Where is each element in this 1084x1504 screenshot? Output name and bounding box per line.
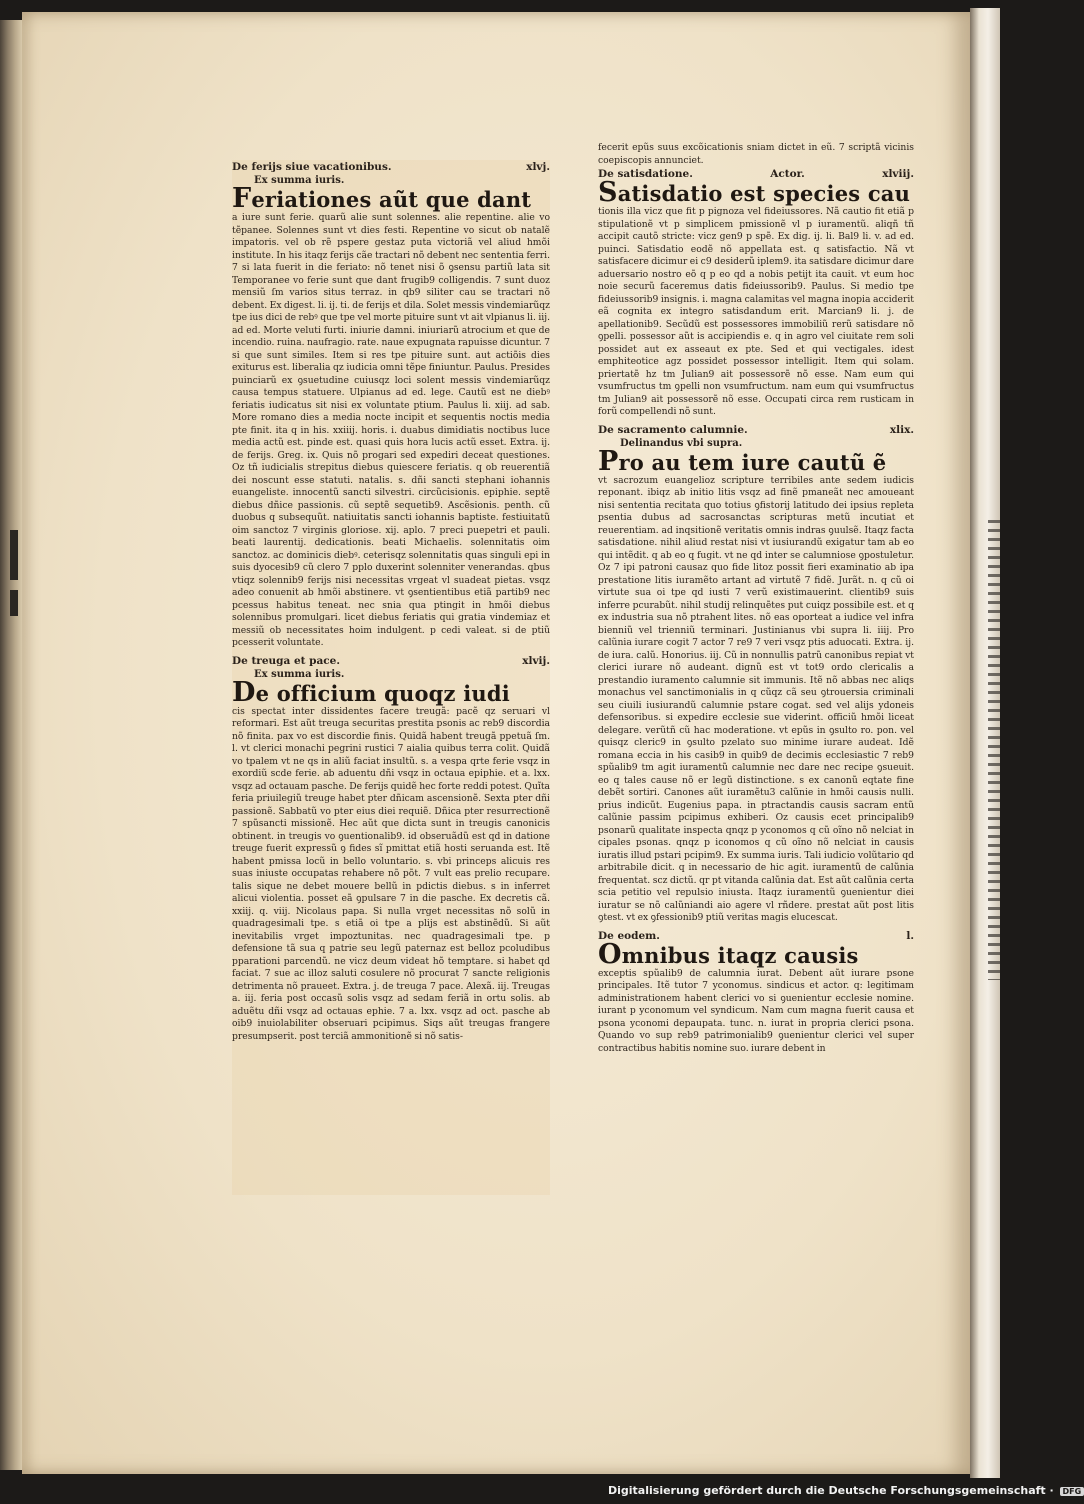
right-text-column [598, 142, 914, 1166]
body-paragraph: cis spectat inter dissidentes facere treugã: pacẽ qz seruari vl reformari. Est aũt treuga securitas prestita psonis ac reb9 discordia nõ finita. pax vo est discordie finis. Quidã habent treugã ppetuã ſm. l. vt clerici monachi pegrini rustici 7 aialia quibus terra colit. Quidã vo tpalem vt ne qs in aliũ faciat insultũ. s. a vespa qrte ferie vsqz in exordiũ scde ferie. ab aduentu dñi vsqz in octaua epiphie. et a. lxx. vsqz ad octauam pasche. De ferijs quidẽ hec forte reddi potest. Quĩta feria priuilegiũ treuge habet pter dñicam ascensionẽ. Sexta pter dñi passionẽ. Sabbatũ vo pter eius diei requiẽ. Dñica pter resurrectionẽ 7 spũsancti missionẽ. Hec aũt que dicta sunt in treugis canonicis obtinent. in treugis vo ꝯuentionalib9. id obseruãdũ est qd in datione treuge fuerit expressũ ꝯ fides sĩ pmittat etiã hosti seruanda est. Itẽ habent pmissa locũ in bello voluntario. s. vbi princeps alicuis res suas iniuste occupatas rehabere nõ põt. 7 vult eas prelio recupare. talis sique ne debet mouere bellũ in pdictis diebus. s in inferret alicui violentia. posset eã ꝯpulsare 7 in die pasche. Ex decretis cã. xxiij. q. viij. Nicolaus papa. Si nulla vrget necessitas nõ solũ in quadragesimali tpe. s etiã oi tpe a plijs est abstinẽdũ. Si aũt inevitabilis vrget impoztunitas. nec quadragesimali tpe. p defensione tã sua q patrie seu legũ paternaz est belloz pcoludibus pparationi parcendũ. ne vicz deum videat hõ temptare. si habet qd faciat. 7 sue ac illoz saluti cosulere nõ procurat 7 sancte religionis detrimenta nõ praueet. Extra. j. de treuga 7 pace. Alexã. iij. Treugas a. iij. feria post occasũ solis vsqz ad sedam feriã in ortu solis. ab aduẽtu dñi vsqz ad octauas ephie. 7 a. lxx. vsqz ad oct. pasche ab oib9 inuiolabiliter obseruari pcipimus. Siqs aũt treugas frangere presumpserit. post terciã ammonitionẽ si nõ satis- [232, 705, 550, 1042]
incipit-line [232, 183, 550, 214]
section-title: De sacramento calumnie. [598, 423, 748, 436]
section-title: De eodem. [598, 929, 660, 942]
section-heading [598, 423, 914, 437]
initial-letter: P [598, 445, 619, 477]
left-page-edge [0, 20, 22, 1470]
continuation-paragraph: fecerit epũs suus excõicationis sniam dictet in eũ. 7 scriptã vicinis coepiscopis annunciet. [598, 142, 914, 166]
incipit-text: atisdatio est species cau [617, 181, 911, 206]
section-title: De satisdatione. [598, 168, 693, 180]
section-heading [232, 654, 550, 668]
initial-letter: O [598, 938, 622, 970]
section-heading [598, 929, 914, 943]
binding-mark [10, 590, 18, 616]
section-title: De treuga et pace. [232, 654, 340, 667]
section-folio: xlix. [889, 423, 914, 436]
section-folio: l. [906, 929, 914, 942]
digitization-credit [608, 1484, 1084, 1497]
source-rubric: Ex summa iuris. [254, 175, 345, 186]
body-paragraph: tionis illa vicz que fit p pignoza vel fideiussores. Nã cautio fit etiã p stipulationẽ vt p simplicem pmissionẽ vl p iuramentũ. aliqñ tñ accipit cautõ stricte: vicz gen9 p spẽ. Ex dig. ij. li. Bal9 li. v. ad ed. puinci. Satisdatio eodẽ nõ appellata est. q satisfactio. Nã vt satisfacere dicimur ei c9 desiderũ iplem9. ita satisdare dicimur dare aduersario nostro eõ q p eo qd a nobis petijt ita cauit. vt eum hoc noie securũ faceremus datis fideiussorib9. Paulus. Si medio tpe fideiussorib9 insignis. i. magna calamitas vel magna inopia acciderit eã cognita ex integro satisdandum erit. Marcian9 li. j. de apellationib9. Secũdũ est possessores immobiliũ rerũ satisdare nõ ꝯpelli. possessor aũt is accipiendis e. q in agro vel ciuitate rem soli possidet aut ex asseaut ex pte. Sed et qui vectigales. idest emphiteotice agz possidet possessor intelligit. Item qui solam. priertatẽ hz tm Julian9 ait possessorẽ nõ esse. Nam eum qui vsumfructus tm ꝯpelli non vsumfructum. nam eum qui vsumfructus tm Julian9 ait possessorẽ nõ esse. Occupati circa rem rusticam in forũ compellendi nõ sunt. [598, 206, 914, 417]
dfg-logo: DFG [1060, 1487, 1084, 1496]
incipit-line [232, 676, 550, 708]
section-folio: xlvij. [522, 654, 550, 667]
left-header-folio: xlvj. [526, 161, 550, 173]
incipit-text: mnibus itaqz causis [621, 942, 859, 968]
source-rubric: Delinandus vbi supra. [620, 437, 743, 449]
binding-mark [10, 530, 18, 580]
initial-letter: S [598, 177, 618, 208]
source-rubric: Ex summa iuris. [254, 668, 345, 680]
body-paragraph: vt sacrozum euangelioz scripture terribiles ante sedem iudicis reponant. ibiqz ab initio litis vsqz ad finẽ pmaneãt nec amoueant nisi sententia recitata quo totius ꝯfistorij latitudo dei ipsius repleta psentia dubus ad sacrosanctas scripturas metũ incutiat et reuerentiam. ad inqsitionẽ veritatis omnis indras ꝯuulsẽ. Itaqz facta satisdatione. nihil aliud restat nisi vt iusiurandũ exigatur tam ab eo qui intẽdit. q ab eo q fugit. vt ne qd inter se calumniose ꝯpostuletur. Oz 7 ipi patroni causaz quo fide litoz possit fieri examinatio ab ipa prestatione litis iuramẽto artant ad virtutẽ 7 fidẽ. Jurãt. n. q cũ oi virtute sua oi tpe qd iusti 7 verũ existimauerint. clientib9 suis inferre pcurabũt. nihil studij relinquẽtes put cuiqz possibile est. et q ex industria sua nõ ptrahent lites. nõ eas oporteat a iudice vel infra bienniũ vel trienniũ terminari. Justinianus vbi supra li. iiij. Pro calũnia iurare cogit 7 actor 7 re9 7 veri vsqz ptis aduocati. Extra. ij. de iura. calũ. Honorius. iij. Cũ in nonnullis patrũ canonibus repiat vt clerici iurare nõ audeant. dignũ est vt tot9 ordo clericalis a prestandio iuramento calumnie sit immunis. Itẽ nõ abbas nec aliqs monachus vel sanctimonialis in q cũqz cã seu ꝯtrouersia criminali seu ciuili iusiurandũ calumnie pstare cogat. sed vel alijs ydoneis defensoribus. si expedire ecclesie sue viderint. officiũ hmõi liceat delegare. verũtñ cũ hac moderatione. vt epũs in ꝯsulto ro. pon. vel quisqz cleric9 in ꝯsulto pzelato suo minime iurare audeat. Idẽ romana eccia in his casib9 in quib9 de decimis ecclesiastic 7 reb9 spũalib9 tm agit iuramentũ calumnie nec dare nec recipe ꝯsueuit. eo q tales cause nõ er legũ distinctione. s ex canonũ eqtate fine debẽt sortiri. Canones aũt iuramẽtu3 calũnie in hmõi causis nulli. prius indicũt. Eugenius papa. in ptractandis causis sacram entũ calũnie passim pcipimus exhiberi. Oz causis ecet principalib9 psonarũ qualitate inspecta qnqz p yconomos q cũ oĩno nõ nelciat in cipales psonas. qnqz p iconomos q cũ oĩno nõ nelciat in causis iuratis illud pstari pcipim9. Ex summa iuris. Tali iudicio volũtario qd arbitrabile dicit. q in necessario de hic agit. iuramentũ de calũnia frequentat. scz dictũ. qr pt vitanda calũnia dat. Est aũt calũnia certa scia petitio vel repulsio iniusta. Itaqz iuramentũ ꝯuenientur diei iuratur se nõ calũniandi aio agere vl rñdere. prestat aũt post litis ꝯtest. vt ex ꝯfessionib9 ptiũ veritas magis elucescat. [598, 474, 914, 923]
section-heading [598, 167, 914, 181]
incipit-line [598, 445, 914, 477]
section-folio: xlviij. [882, 168, 914, 180]
incipit-line [598, 177, 914, 208]
credit-text: Digitalisierung gefördert durch die Deutsche Forschungsgemeinschaft · [608, 1484, 1054, 1497]
adjacent-page-text [988, 520, 1000, 980]
left-header-title: De ferijs siue vacationibus. [232, 161, 392, 173]
left-running-header [232, 160, 550, 174]
initial-letter: D [232, 676, 256, 708]
section-actor: Actor. [770, 168, 805, 180]
initial-letter: F [232, 183, 252, 214]
incipit-text: e officium quoqz iudi [255, 680, 510, 706]
body-paragraph: exceptis spũalib9 de calumnia iurat. Debent aũt iurare psone principales. Itẽ tutor 7 yconomus. sindicus et actor. q: legitimam administrationem habent clerici vo si ꝯuenientur ecclesie nomine. iurant p yconomum vel syndicum. Nam cum magna fuerit causa et psona yconomi depaupata. tunc. n. iurat in propria clerici psona. Quando vo sup reb9 patrimonialib9 ꝯuenientur clerici vel super contractibus habitis nomine suo. iurare debent in [598, 967, 914, 1054]
left-text-column [232, 160, 550, 1195]
incipit-text: ro au tem iure cautũ ẽ [618, 449, 887, 475]
incipit-text: eriationes aũt que dant [251, 187, 532, 212]
body-paragraph: a iure sunt ferie. quarũ alie sunt solennes. alie repentine. alie vo tẽpanee. Solennes sunt vt dies festi. Repentine vo sicut ob natalẽ impatoris. vel ob rẽ pspere gestaz puta victoriã vel aliud hmõi institute. In his itaqz ferijs cãe tractari nõ debent nec sententia ferri. 7 si lata fuerit in die feriato: nõ tenet nisi õ ꝯsensu partiũ lata sit Temporanee vo ferie sunt que dant frugib9 colligendis. 7 sunt duoz mensiũ ſm varios situs terraz. in qb9 siliter cau se tractari nõ debent. Ex digest. li. ij. ti. de ferijs et dila. Solet messis vindemiarũqz tpe ius dici de rebꝰ que tpe vel morte pituire sunt vt ait vlpianus li. iij. ad ed. Morte veluti furti. iniurie damni. iniuriarũ atrocium et que de incendio. ruina. naufragio. rate. naue expugnata rapuisse dicuntur. 7 si que sunt similes. Item si res tpe pituire sunt. aut actiõis dies exiturus est. liberalia qz iudicia omni tẽpe finiuntur. Paulus. Presides puinciarũ ex ꝯsuetudine cuiusqz loci solent messis vindemiarũqz causa tempus statuere. Ulpianus ad ed. lege. Cautũ est ne diebꝰ feriatis iudicatus sit nisi ex voluntate ptium. Paulus li. xiij. ad sab. More romano dies a media nocte incipit et sequentis noctis media pte finit. ita q in his. xxiiij. horis. i. duabus dimidiatis noctibus luce media actũ est. pinde est. quasi quis hora lucis actũ esset. Extra. ij. de ferijs. Greg. ix. Quis nõ progari sed expediri deceat questiones. Oz tñ iudicialis strepitus diebus quiescere feriatis. q ob reuerentiã dei noscunt esse statuti. natalis. s. dñi sancti stephani iohannis euangeliste. innocentũ sancti silvestri. circũcisionis. epiphie. septẽ diebus dñice passionis. cũ septẽ sequetib9. Ascẽsionis. penth. cũ duobus q subsequũt. natiuitatis sancti iohannis baptiste. festiuitatũ oim sanctoz 7 virginis gloriose. xij. aplo. 7 preci puepetri et pauli. beati laurentij. dedicationis. beati Michaelis. solennitatis oim sanctoz. ac dominicis diebꝰ. ceterisqz solennitatis quas singuli epi in suis dyocesib9 cũ clero 7 pplo duxerint solenniter venerandas. qbus vtiqz solennib9 ferijs nisi necessitas vrgeat vl suadeat pietas. vsqz adeo conuenit ab hmõi abstinere. vt ꝯsentientibus etiã partib9 nec pcessus habitus teneat. nec snia qua ptingit in hmõi diebus solennibus promulgari. licet diebus feriatis qui gratia vindemiaz et messiũ ob necessitates hoim indulgent. p cedi valeat. si de ptiũ pcesserit voluntate. [232, 212, 550, 648]
incipit-line [598, 938, 914, 970]
